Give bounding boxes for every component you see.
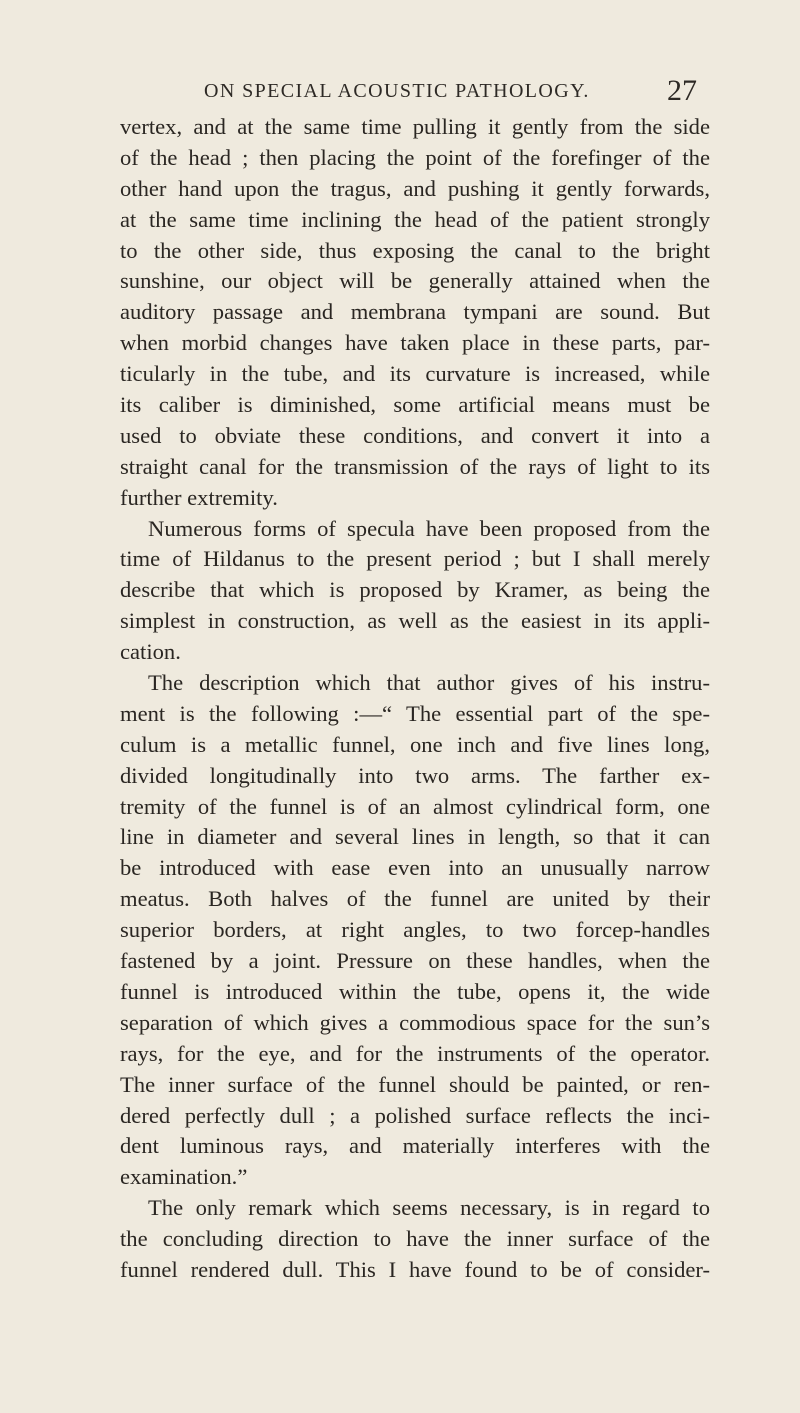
text-line: sunshine, our object will be generally attained when the bbox=[120, 268, 710, 294]
text-line: tremity of the funnel is of an almost cylindrical form, one bbox=[120, 793, 710, 819]
text-line: The description which that author gives of his instru- bbox=[148, 670, 710, 696]
text-line: rays, for the eye, and for the instruments of the operator. bbox=[120, 1040, 710, 1066]
text-line: of the head ; then placing the point of the forefinger of the bbox=[120, 144, 710, 170]
running-title: ON SPECIAL ACOUSTIC PATHOLOGY. bbox=[204, 80, 590, 102]
paragraph-2 bbox=[120, 514, 710, 668]
running-header bbox=[0, 74, 800, 108]
page-number: 27 bbox=[667, 74, 697, 107]
text-line: culum is a metallic funnel, one inch and five lines long, bbox=[120, 731, 710, 757]
text-line: simplest in construction, as well as the easiest in its appli- bbox=[120, 608, 710, 634]
paragraph-3 bbox=[120, 668, 710, 1193]
text-line: separation of which gives a commodious space for the sun’s bbox=[120, 1009, 710, 1035]
body-text bbox=[120, 112, 710, 1286]
text-line: Numerous forms of specula have been proposed from the bbox=[148, 515, 710, 541]
text-line: at the same time inclining the head of the patient strongly bbox=[120, 206, 710, 232]
text-line: The inner surface of the funnel should be painted, or ren- bbox=[120, 1071, 710, 1097]
text-line: its caliber is diminished, some artificial means must be bbox=[120, 392, 710, 418]
text-line: examination.” bbox=[120, 1164, 248, 1190]
text-line: fastened by a joint. Pressure on these handles, when the bbox=[120, 948, 710, 974]
text-line: to the other side, thus exposing the canal to the bright bbox=[120, 237, 710, 263]
text-line: straight canal for the transmission of the rays of light to its bbox=[120, 453, 710, 479]
text-line: dent luminous rays, and materially interferes with the bbox=[120, 1133, 710, 1159]
text-line: superior borders, at right angles, to two forcep-handles bbox=[120, 917, 710, 943]
text-line: further extremity. bbox=[120, 484, 278, 510]
text-line: when morbid changes have taken place in these parts, par- bbox=[120, 330, 710, 356]
text-line: funnel is introduced within the tube, opens it, the wide bbox=[120, 978, 710, 1004]
text-line: meatus. Both halves of the funnel are united by their bbox=[120, 886, 710, 912]
text-line: vertex, and at the same time pulling it gently from the side bbox=[120, 114, 710, 139]
text-line: the concluding direction to have the inner surface of the bbox=[120, 1226, 710, 1252]
text-line: be introduced with ease even into an unusually narrow bbox=[120, 855, 710, 881]
text-line: auditory passage and membrana tympani are sound. But bbox=[120, 299, 710, 325]
text-line: ticularly in the tube, and its curvature is increased, while bbox=[120, 361, 710, 387]
paragraph-1 bbox=[120, 112, 710, 514]
text-line: used to obviate these conditions, and convert it into a bbox=[120, 422, 710, 448]
paragraph-4 bbox=[120, 1193, 710, 1286]
text-line: The only remark which seems necessary, is in regard to bbox=[148, 1195, 710, 1221]
text-line: other hand upon the tragus, and pushing it gently forwards, bbox=[120, 175, 710, 201]
text-line: describe that which is proposed by Kramer, as being the bbox=[120, 577, 710, 603]
text-line: funnel rendered dull. This I have found to be of consider- bbox=[120, 1256, 710, 1282]
text-line: cation. bbox=[120, 639, 181, 665]
text-line: ment is the following :—“ The essential part of the spe- bbox=[120, 700, 710, 726]
text-line: dered perfectly dull ; a polished surface reflects the inci- bbox=[120, 1102, 710, 1128]
text-line: line in diameter and several lines in length, so that it can bbox=[120, 824, 710, 850]
text-line: time of Hildanus to the present period ; but I shall merely bbox=[120, 546, 710, 572]
text-line: divided longitudinally into two arms. The farther ex- bbox=[120, 762, 710, 788]
